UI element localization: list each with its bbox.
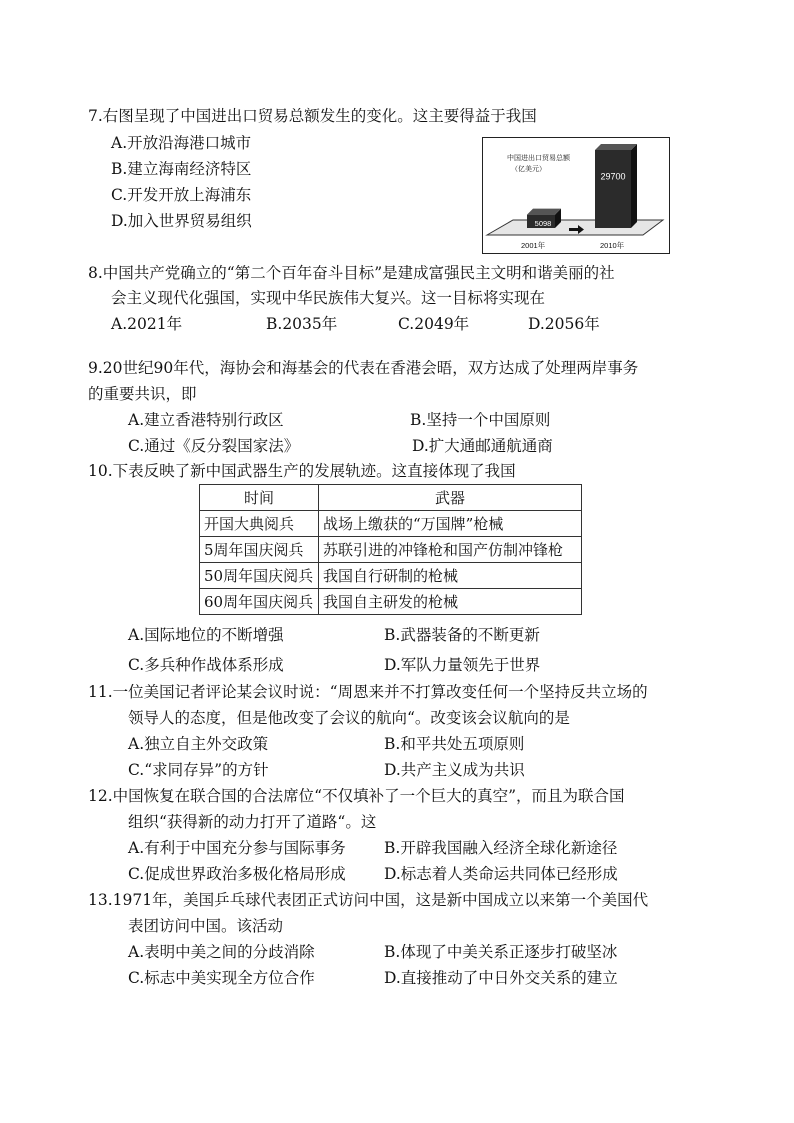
q7-option-c: C.开发开放上海浦东: [111, 186, 252, 204]
q9-option-a: A.建立香港特别行政区: [128, 411, 284, 429]
weapons-table: [199, 484, 582, 615]
q11-option-d: D.共产主义成为共识: [384, 761, 525, 779]
table-row: [200, 563, 582, 589]
q13-option-d: D.直接推动了中日外交关系的建立: [384, 969, 618, 987]
q12-option-d: D.标志着人类命运共同体已经形成: [384, 865, 618, 883]
q10-option-a: A.国际地位的不断增强: [128, 626, 284, 644]
bar-value-label: 29700: [600, 171, 626, 182]
chart-title-line1: 中国进出口贸易总额: [507, 155, 570, 162]
table-row: [200, 537, 582, 563]
q11-stem-line1: 11.一位美国记者评论某会议时说：“周恩来并不打算改变任何一个坚持反共立场的: [88, 683, 648, 701]
trade-bar-chart: [483, 138, 668, 252]
q13-option-c: C.标志中美实现全方位合作: [128, 969, 315, 987]
q12-option-b: B.开辟我国融入经济全球化新途径: [384, 839, 618, 857]
table-cell-time: 60周年国庆阅兵: [200, 589, 319, 615]
table-header-time: 时间: [200, 485, 319, 511]
q13-stem-line1: 13.1971年，美国乒乓球代表团正式访问中国，这是新中国成立以来第一个美国代: [88, 891, 649, 909]
q8-option-d: D.2056年: [528, 315, 600, 333]
q13-stem-line2: 表团访问中国。该活动: [128, 917, 284, 935]
q7-stem: 7.右图呈现了中国进出口贸易总额发生的变化。这主要得益于我国: [88, 107, 537, 125]
q11-option-c: C.“求同存异”的方针: [128, 761, 269, 779]
table-cell-weapon: 战场上缴获的“万国牌”枪械: [319, 511, 582, 537]
q10-option-d: D.军队力量领先于世界: [384, 656, 541, 674]
q9-option-d: D.扩大通邮通航通商: [412, 437, 553, 455]
q10-option-c: C.多兵种作战体系形成: [128, 656, 284, 674]
q8-option-b: B.2035年: [266, 315, 338, 333]
q10-option-b: B.武器装备的不断更新: [384, 626, 540, 644]
table-cell-weapon: 我国自主研发的枪械: [319, 589, 582, 615]
label-2001: 2001年: [521, 241, 546, 250]
q9-stem-line2: 的重要共识，即: [88, 385, 197, 403]
q13-option-a: A.表明中美之间的分歧消除: [128, 943, 315, 961]
table-cell-time: 50周年国庆阅兵: [200, 563, 319, 589]
q12-stem-line1: 12.中国恢复在联合国的合法席位“不仅填补了一个巨大的真空”，而且为联合国: [88, 787, 625, 805]
trade-volume-figure: [482, 137, 670, 254]
table-header-row: [200, 485, 582, 511]
q7-option-b: B.建立海南经济特区: [111, 160, 252, 178]
chart-title-line2: （亿美元）: [511, 166, 546, 173]
q12-option-a: A.有利于中国充分参与国际事务: [128, 839, 346, 857]
q8-option-c: C.2049年: [398, 315, 470, 333]
q11-stem-line2: 领导人的态度，但是他改变了会议的航向“。改变该会议航向的是: [128, 709, 570, 727]
q8-stem-line1: 8.中国共产党确立的“第二个百年奋斗目标”是建成富强民主文明和谐美丽的社: [88, 264, 615, 282]
table-row: [200, 589, 582, 615]
q8-stem-line2: 会主义现代化强国，实现中华民族伟大复兴。这一目标将实现在: [111, 289, 546, 307]
table-cell-time: 5周年国庆阅兵: [200, 537, 319, 563]
q9-option-c: C.通过《反分裂国家法》: [128, 437, 300, 455]
table-cell-weapon: 苏联引进的冲锋枪和国产仿制冲锋枪: [319, 537, 582, 563]
q9-option-b: B.坚持一个中国原则: [410, 411, 551, 429]
bar-2010年: [595, 150, 631, 228]
table-header-weapon: 武器: [319, 485, 582, 511]
q11-option-a: A.独立自主外交政策: [128, 735, 269, 753]
q13-option-b: B.体现了中美关系正逐步打破坚冰: [384, 943, 618, 961]
bar-top: [595, 144, 637, 150]
table-row: [200, 511, 582, 537]
q9-stem-line1: 9.20世纪90年代，海协会和海基会的代表在香港会晤，双方达成了处理两岸事务: [88, 359, 639, 377]
q12-stem-line2: 组织“获得新的动力打开了道路“。这: [128, 813, 377, 831]
table-cell-time: 开国大典阅兵: [200, 511, 319, 537]
q10-stem: 10.下表反映了新中国武器生产的发展轨迹。这直接体现了我国: [88, 462, 516, 480]
q8-option-a: A.2021年: [111, 315, 183, 333]
q12-option-c: C.促成世界政治多极化格局形成: [128, 865, 346, 883]
q7-option-a: A.开放沿海港口城市: [111, 134, 252, 152]
label-2010: 2010年: [600, 241, 625, 250]
bar-value-label: 5098: [534, 219, 552, 228]
bar-side: [631, 144, 637, 228]
table-cell-weapon: 我国自行研制的枪械: [319, 563, 582, 589]
q7-option-d: D.加入世界贸易组织: [111, 212, 252, 230]
q11-option-b: B.和平共处五项原则: [384, 735, 525, 753]
